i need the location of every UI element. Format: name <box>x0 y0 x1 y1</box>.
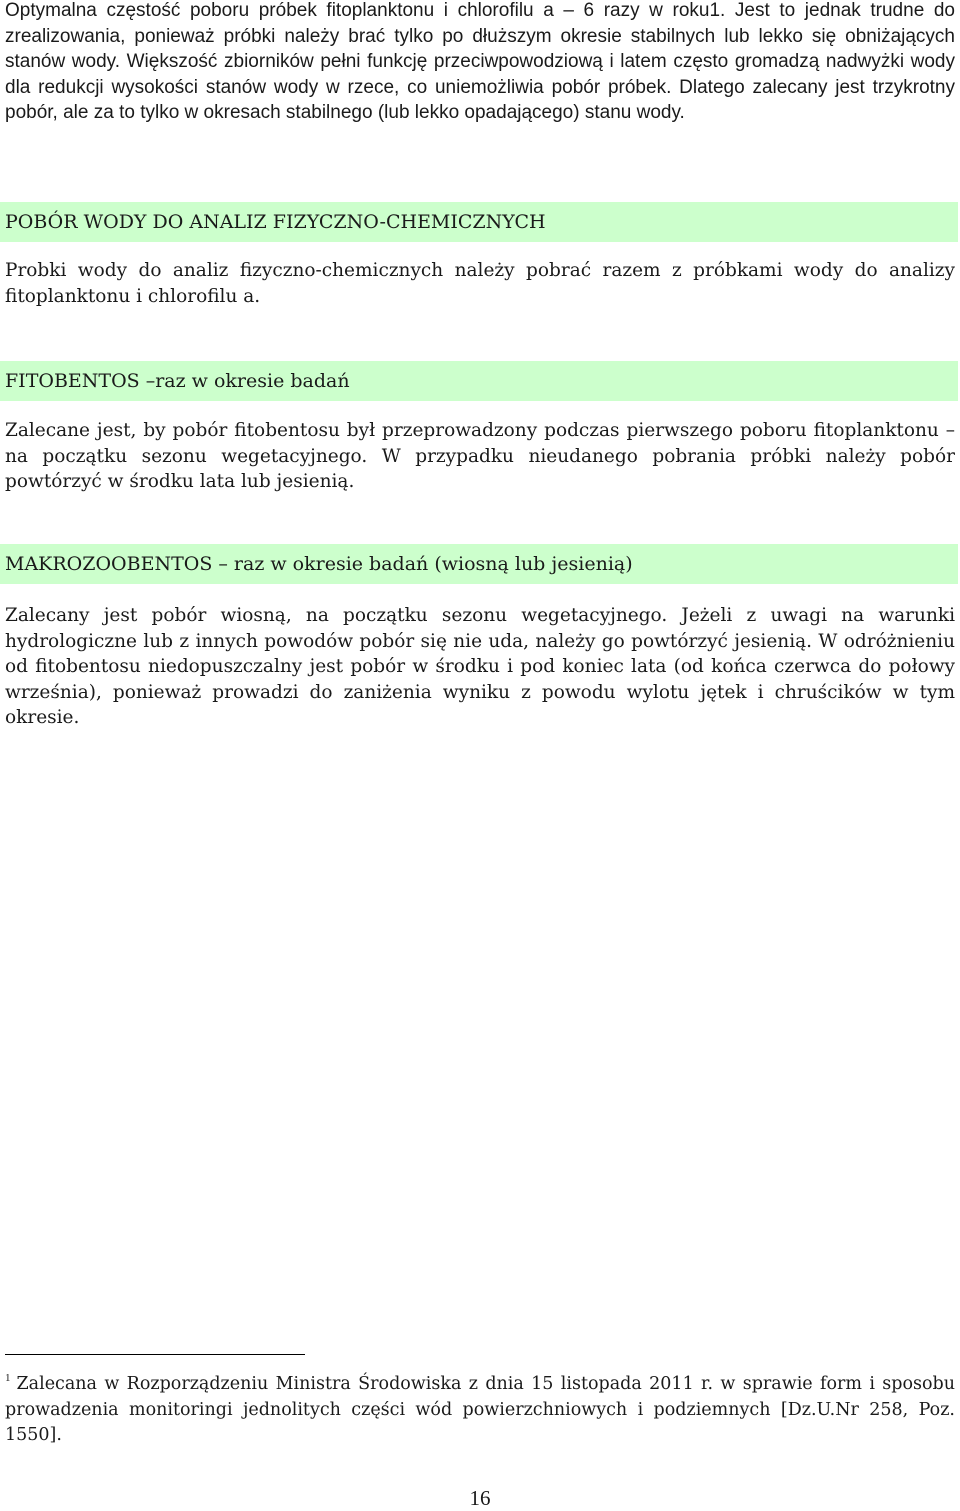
intro-text-3: Większość zbiorników pełni funkcję przeciwpowodziową i latem często gromadzą nadwyżki wody dla redukcji wysokości stanów wody w rzece, co uniemożliwia pobór próbek. <box>5 51 956 98</box>
intro-text-4: Dlatego zalecany jest trzykrotny pobór, ale za to tylko w okresach stabilnego (lub lekko opadającego) stanu wody. <box>5 76 955 123</box>
footnote-marker: 1 <box>5 1372 11 1384</box>
section-heading-chem: POBÓR WODY DO ANALIZ FIZYCZNO-CHEMICZNYCH <box>0 202 958 242</box>
intro-text-1: Optymalna częstość poboru próbek fitoplanktonu i chlorofilu a – 6 razy w roku <box>5 0 710 21</box>
section-heading-makrozoobentos: MAKROZOOBENTOS – raz w okresie badań (wiosną lub jesienią) <box>0 544 958 584</box>
section-text-makrozoobentos: Zalecany jest pobór wiosną, na początku sezonu wegetacyjnego. Jeżeli z uwagi na warunki hydrologiczne lub z innych powodów pobór się nie uda, należy go powtórzyć jesienią. W odróżnieniu od fitobentosu niedopuszczalny jest pobór w środku i pod koniec lata (od końca czerwca do połowy września), ponieważ prowadzi do zaniżenia wyniku z powodu wylotu jętek i chruścików w tym okresie. <box>5 605 955 728</box>
intro-text-2: . Jest to jednak trudne do zrealizowania, ponieważ próbki należy brać tylko po dłuższym okresie stabilnych lub lekko się obniżających stanów wody. <box>5 0 955 72</box>
footnote <box>5 1366 955 1449</box>
footnote-reference[interactable]: 1 <box>709 0 721 21</box>
section-text-chem: Probki wody do analiz fizyczno-chemicznych należy pobrać razem z próbkami wody do analizy fitoplanktonu i chlorofilu a. <box>5 260 955 307</box>
footnote-text: Zalecana w Rozporządzeniu Ministra Środowiska z dnia 15 listopada 2011 r. w sprawie form i sposobu prowadzenia monitoringi jednolitych części wód powierzchniowych i podziemnych [Dz.U.Nr 258, Poz. 1550]. <box>5 1374 955 1445</box>
page-number: 16 <box>469 1486 491 1510</box>
footnote-separator <box>5 1354 305 1355</box>
section-heading-fitobentos: FITOBENTOS –raz w okresie badań <box>0 361 958 401</box>
section-text-fitobentos: Zalecane jest, by pobór fitobentosu był przeprowadzony podczas pierwszego poboru fitoplanktonu – na początku sezonu wegetacyjnego. W przypadku nieudanego pobrania próbki należy pobór powtórzyć w środku lata lub jesienią. <box>5 420 955 492</box>
intro-paragraph <box>5 0 955 126</box>
